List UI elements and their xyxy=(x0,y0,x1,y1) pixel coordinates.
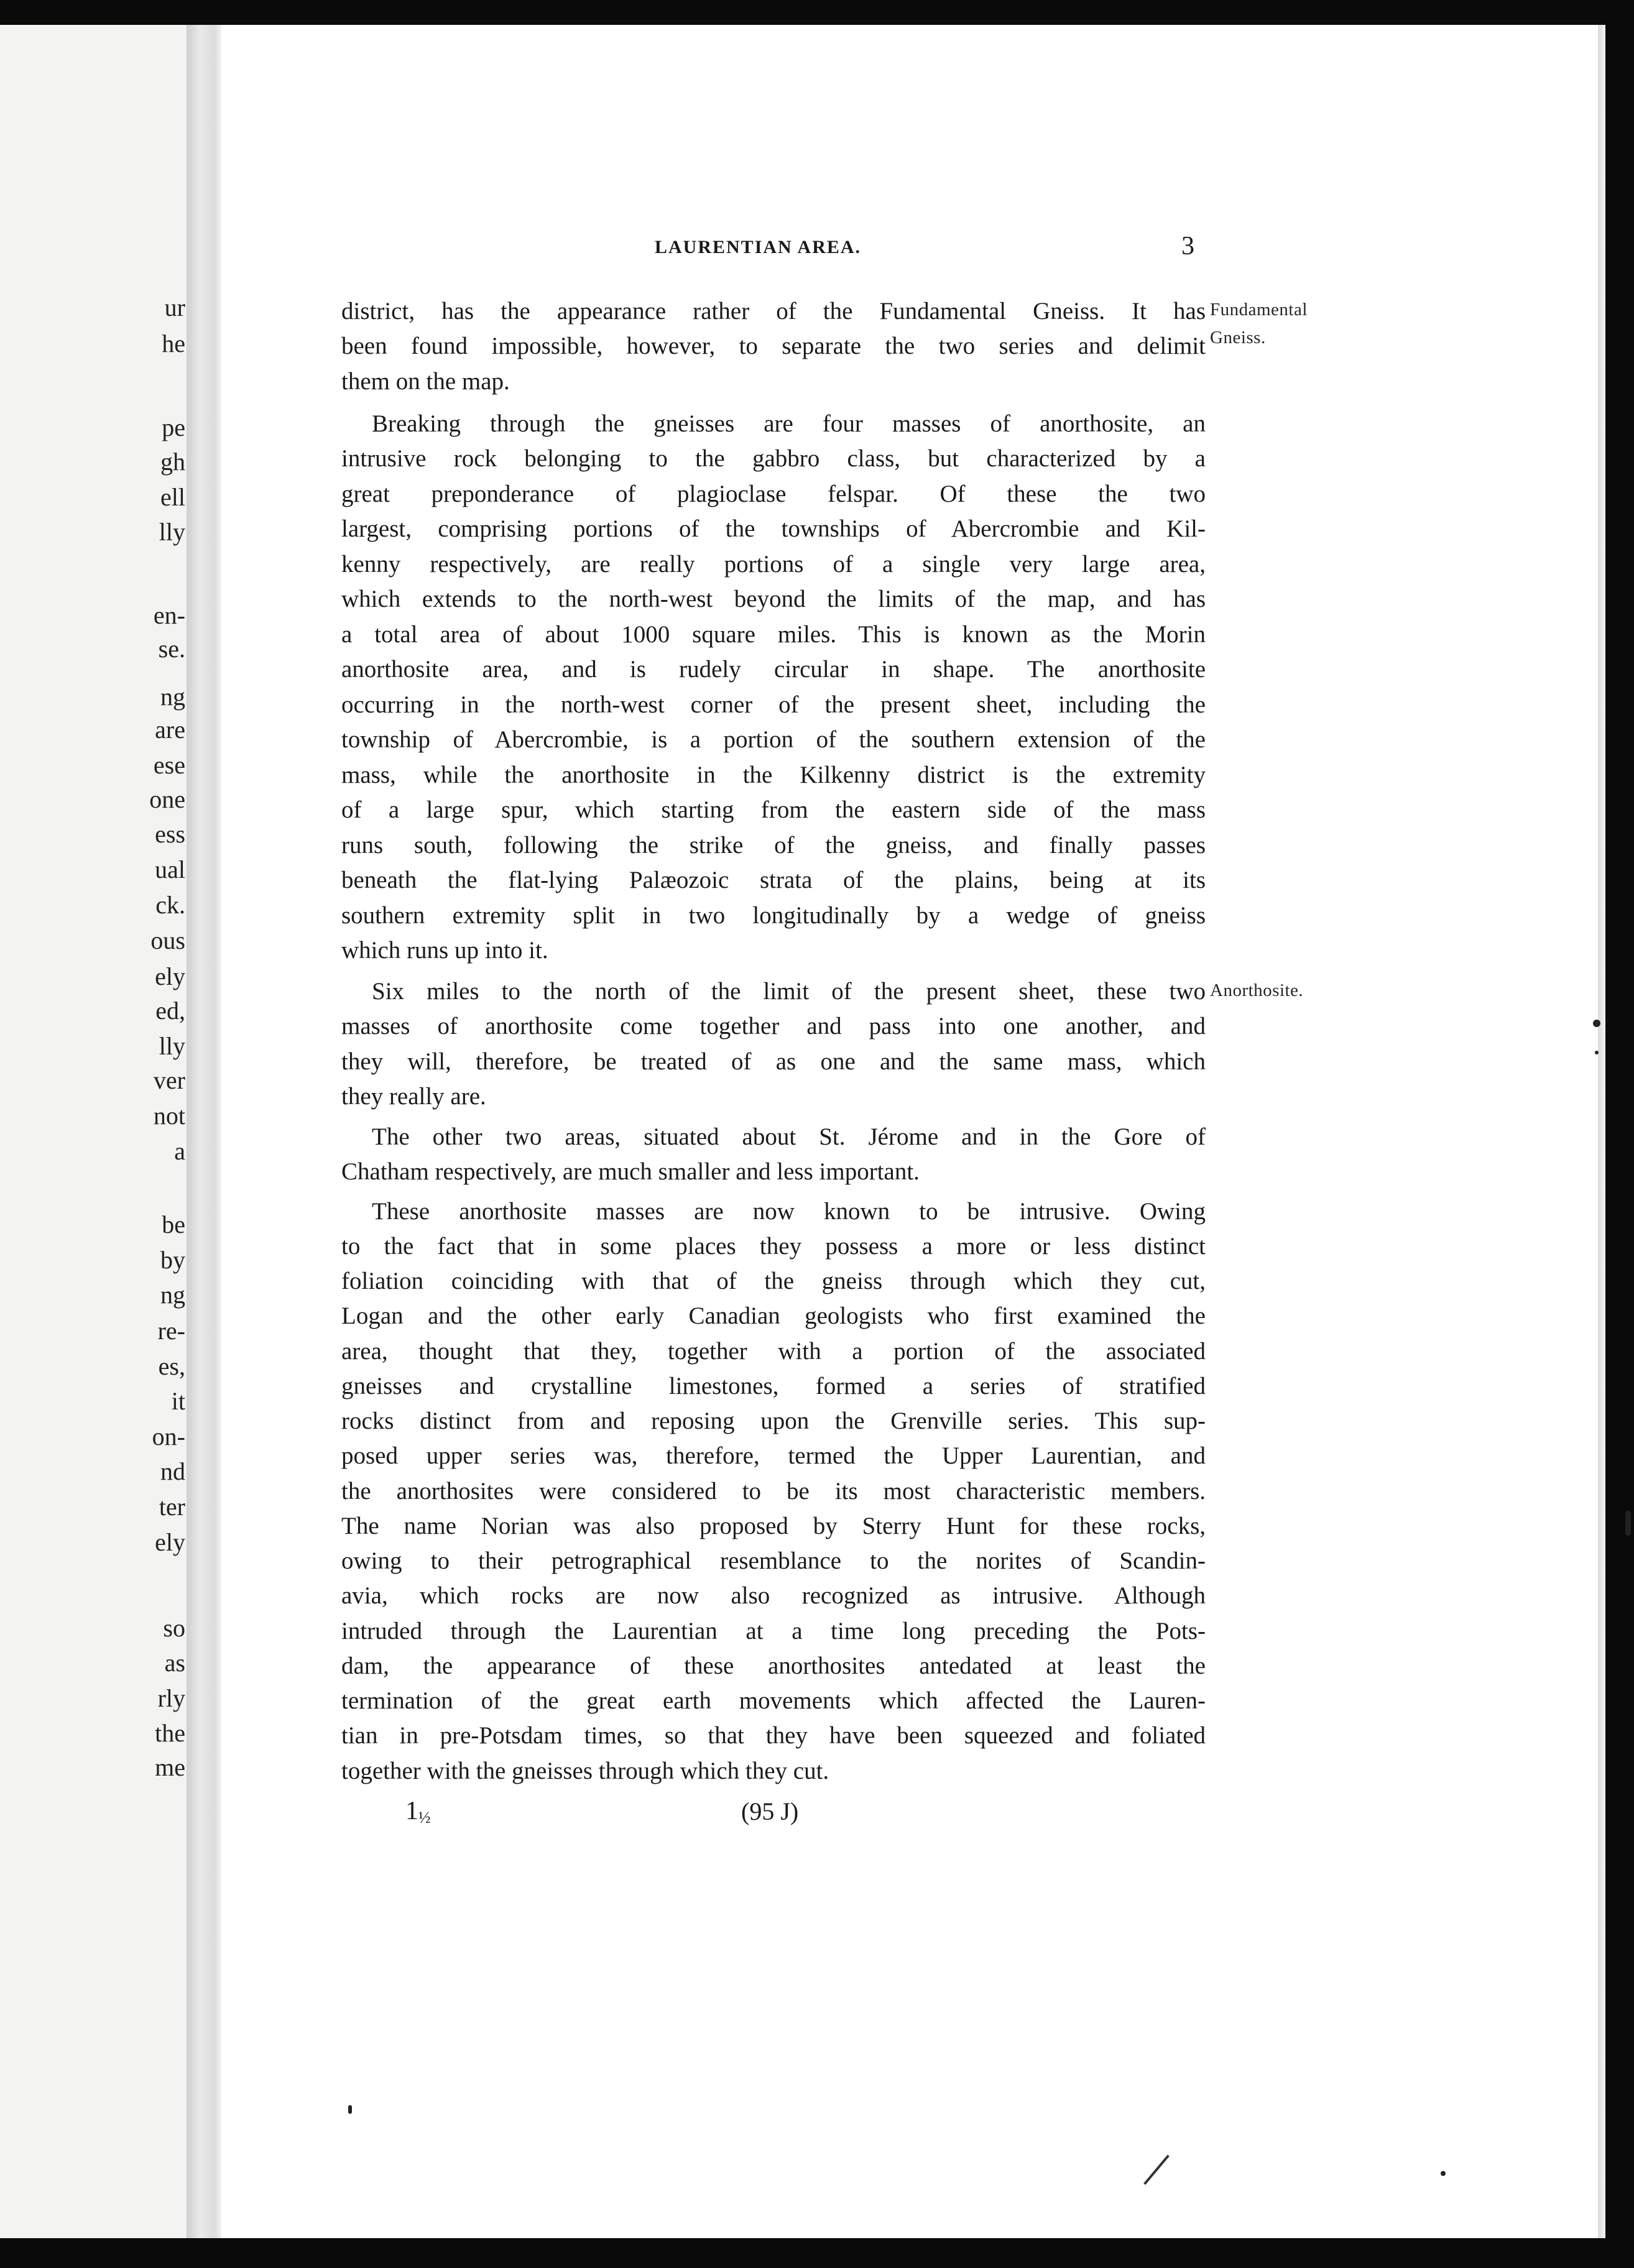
text-line: Logan and the other early Canadian geologists who first examined the xyxy=(341,1302,1206,1329)
facing-page-fragment: ed, xyxy=(155,997,185,1025)
scan-speck xyxy=(1593,1020,1600,1027)
signature-mark xyxy=(405,1796,431,1827)
text-line: gneisses and crystalline limestones, formed a series of stratified xyxy=(341,1373,1206,1399)
facing-page-fragment: a xyxy=(174,1137,185,1165)
page-number: 3 xyxy=(1181,232,1194,260)
text-line: mass, while the anorthosite in the Kilkenny district is the extremity xyxy=(341,762,1206,788)
facing-page-fragment: ur xyxy=(164,293,185,321)
text-line: Chatham respectively, are much smaller and less important. xyxy=(341,1158,920,1185)
facing-page-fragment: be xyxy=(162,1210,185,1238)
margin-note: Anorthosite. xyxy=(1210,980,1304,1000)
facing-page-fragment: on- xyxy=(152,1422,185,1450)
facing-page-fragment: ver xyxy=(153,1066,185,1094)
text-line: they really are. xyxy=(341,1083,486,1110)
text-line: together with the gneisses through which they cut. xyxy=(341,1758,829,1784)
facing-page-fragment: ck. xyxy=(155,891,185,919)
text-line: largest, comprising portions of the townships of Abercrombie and Kil- xyxy=(341,515,1206,542)
facing-page-fragment: lly xyxy=(159,1032,185,1060)
facing-page-fragment: ous xyxy=(150,926,185,954)
text-line: posed upper series was, therefore, termed the Upper Laurentian, and xyxy=(341,1442,1206,1469)
page-edge xyxy=(1598,25,1605,2238)
text-line: which runs up into it. xyxy=(341,937,548,964)
text-line: The name Norian was also proposed by Sterry Hunt for these rocks, xyxy=(341,1513,1206,1539)
facing-page-fragment: so xyxy=(163,1614,185,1642)
facing-page-fragment: not xyxy=(153,1102,185,1130)
text-line: of a large spur, which starting from the eastern side of the mass xyxy=(341,796,1206,823)
text-line: been found impossible, however, to separate the two series and delimit xyxy=(341,333,1206,359)
text-line: Breaking through the gneisses are four masses of anorthosite, an xyxy=(372,410,1206,437)
facing-page-fragment: re- xyxy=(157,1317,185,1345)
facing-page-fragment: es, xyxy=(158,1352,185,1380)
text-line: township of Abercrombie, is a portion of the southern extension of the xyxy=(341,726,1206,753)
facing-page-fragment: ter xyxy=(159,1493,185,1521)
text-line: area, thought that they, together with a portion of the associated xyxy=(341,1338,1206,1365)
facing-page-fragment: lly xyxy=(159,518,185,546)
facing-page-fragment: en- xyxy=(153,601,185,629)
facing-page-fragment: ng xyxy=(160,683,185,711)
text-line: anorthosite area, and is rudely circular in shape. The anorthosite xyxy=(341,656,1206,683)
text-line: owing to their petrographical resemblance to the norites of Scandin- xyxy=(341,1547,1206,1574)
text-line: tian in pre-Potsdam times, so that they have been squeezed and foliated xyxy=(341,1722,1206,1749)
text-line: they will, therefore, be treated of as one and the same mass, which xyxy=(341,1048,1206,1075)
text-line: to the fact that in some places they possess a more or less distinct xyxy=(341,1233,1206,1260)
scan-speck xyxy=(1625,1511,1631,1536)
footer-page-reference: (95 J) xyxy=(741,1797,799,1825)
text-line: Six miles to the north of the limit of the present sheet, these two xyxy=(372,978,1206,1005)
scan-speck xyxy=(1441,2171,1446,2176)
book-gutter xyxy=(187,25,221,2238)
text-line: intrusive rock belonging to the gabbro class, but characterized by a xyxy=(341,445,1206,472)
text-line: The other two areas, situated about St. Jérome and in the Gore of xyxy=(372,1123,1206,1150)
signature-fraction: ½ xyxy=(418,1809,431,1827)
signature-number: 1 xyxy=(405,1797,418,1825)
margin-note: Gneiss. xyxy=(1210,328,1266,348)
text-line: a total area of about 1000 square miles. This is known as the Morin xyxy=(341,621,1206,648)
facing-page-fragment: rly xyxy=(157,1684,185,1712)
running-head: LAURENTIAN AREA. xyxy=(655,237,862,257)
facing-page-fragment: se. xyxy=(158,635,185,663)
text-line: which extends to the north-west beyond the limits of the map, and has xyxy=(341,586,1206,612)
facing-page-fragment: ess xyxy=(155,820,185,848)
facing-page-fragment: the xyxy=(155,1719,185,1747)
facing-page xyxy=(0,25,187,2238)
facing-page-fragment: as xyxy=(164,1649,185,1677)
facing-page-fragment: ng xyxy=(160,1281,185,1309)
text-line: These anorthosite masses are now known to be intrusive. Owing xyxy=(372,1198,1206,1225)
text-line: them on the map. xyxy=(341,368,510,395)
facing-page-fragment: by xyxy=(160,1246,185,1274)
text-line: termination of the great earth movements which affected the Lauren- xyxy=(341,1687,1206,1714)
facing-page-fragment: he xyxy=(162,330,185,357)
facing-page-fragment: ell xyxy=(160,483,185,511)
text-line: great preponderance of plagioclase felspar. Of these the two xyxy=(341,481,1206,507)
text-line: occurring in the north-west corner of the present sheet, including the xyxy=(341,691,1206,718)
facing-page-fragment: ese xyxy=(153,751,185,779)
text-line: dam, the appearance of these anorthosites antedated at least the xyxy=(341,1653,1206,1679)
text-line: the anorthosites were considered to be its most characteristic members. xyxy=(341,1478,1206,1505)
facing-page-fragment: it xyxy=(171,1387,185,1415)
text-line: kenny respectively, are really portions of a single very large area, xyxy=(341,551,1206,578)
text-line: runs south, following the strike of the gneiss, and finally passes xyxy=(341,832,1206,859)
text-line: district, has the appearance rather of the Fundamental Gneiss. It has xyxy=(341,298,1206,325)
facing-page-fragment: pe xyxy=(162,413,185,441)
margin-note: Fundamental xyxy=(1210,300,1308,320)
facing-page-fragment: are xyxy=(155,716,185,744)
text-line: avia, which rocks are now also recognized as intrusive. Although xyxy=(341,1582,1206,1609)
text-line: southern extremity split in two longitudinally by a wedge of gneiss xyxy=(341,902,1206,929)
text-line: beneath the flat-lying Palæozoic strata of the plains, being at its xyxy=(341,867,1206,893)
text-line: rocks distinct from and reposing upon the Grenville series. This sup- xyxy=(341,1408,1206,1434)
facing-page-fragment: ely xyxy=(155,1528,185,1556)
facing-page-fragment: gh xyxy=(160,448,185,476)
text-line: foliation coinciding with that of the gneiss through which they cut, xyxy=(341,1268,1206,1294)
text-line: intruded through the Laurentian at a time long preceding the Pots- xyxy=(341,1618,1206,1644)
facing-page-fragment: one xyxy=(149,785,185,813)
facing-page-fragment: me xyxy=(155,1753,185,1781)
text-line: masses of anorthosite come together and pass into one another, and xyxy=(341,1013,1206,1040)
scan-speck xyxy=(1595,1051,1599,1054)
facing-page-fragment: ely xyxy=(155,962,185,990)
facing-page-fragment: ual xyxy=(155,855,185,883)
facing-page-fragment: nd xyxy=(160,1457,185,1485)
scan-speck xyxy=(348,2105,352,2114)
